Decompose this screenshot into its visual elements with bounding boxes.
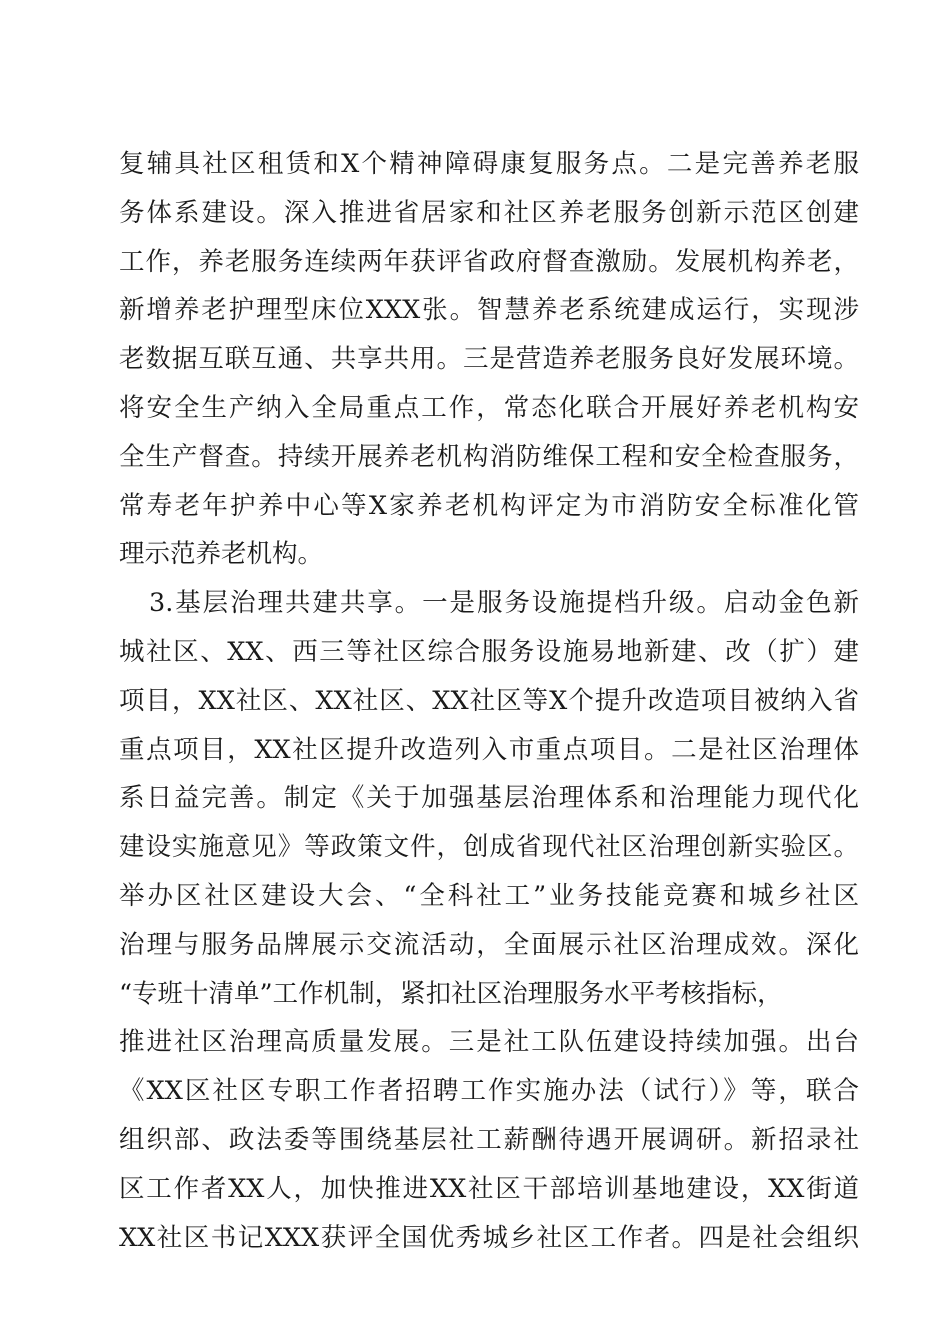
text-line: 推进社区治理高质量发展。三是社工队伍建设持续加强。出台 [119,1027,859,1058]
text-line: 老数据互联互通、共享共用。三是营造养老服务良好发展环境。 [119,344,859,375]
text-line: XX社区书记XXX获评全国优秀城乡社区工作者。四是社会组织 [119,1222,859,1253]
text-line: 工作，养老服务连续两年获评省政府督查激励。发展机构养老， [119,246,859,277]
text-line: 系日益完善。制定《关于加强基层治理体系和治理能力现代化 [119,783,859,814]
text-line: 区工作者XX人，加快推进XX社区干部培训基地建设，XX街道 [119,1173,859,1204]
text-line: “专班十清单”工作机制，紧扣社区治理服务水平考核指标， [119,978,783,1009]
text-line: 城社区、XX、西三等社区综合服务设施易地新建、改（扩）建 [119,636,859,667]
body-text [119,140,859,1262]
text-line: 《XX区社区专职工作者招聘工作实施办法（试行）》等，联合 [119,1076,859,1107]
text-line: 理示范养老机构。 [119,539,324,570]
text-line: 3.基层治理共建共享。一是服务设施提档升级。启动金色新 [149,588,859,619]
text-line: 举办区社区建设大会、“全科社工”业务技能竞赛和城乡社区 [119,880,859,911]
text-line: 新增养老护理型床位XXX张。智慧养老系统建成运行，实现涉 [119,295,859,326]
text-line: 将安全生产纳入全局重点工作，常态化联合开展好养老机构安 [119,392,859,423]
paragraph-grassroots-governance [119,579,859,1262]
text-line: 务体系建设。深入推进省居家和社区养老服务创新示范区创建 [119,197,859,228]
paragraph-eldercare [119,140,859,579]
text-line: 建设实施意见》等政策文件，创成省现代社区治理创新实验区。 [119,832,859,863]
text-line: 项目，XX社区、XX社区、XX社区等X个提升改造项目被纳入省 [119,685,859,716]
text-line: 治理与服务品牌展示交流活动，全面展示社区治理成效。深化 [119,929,859,960]
text-line: 重点项目，XX社区提升改造列入市重点项目。二是社区治理体 [119,734,859,765]
text-line: 组织部、政法委等围绕基层社工薪酬待遇开展调研。新招录社 [119,1124,859,1155]
text-line: 常寿老年护养中心等X家养老机构评定为市消防安全标准化管 [119,490,859,521]
text-line: 全生产督查。持续开展养老机构消防维保工程和安全检查服务， [119,441,859,472]
text-line: 复辅具社区租赁和X个精神障碍康复服务点。二是完善养老服 [119,149,859,179]
